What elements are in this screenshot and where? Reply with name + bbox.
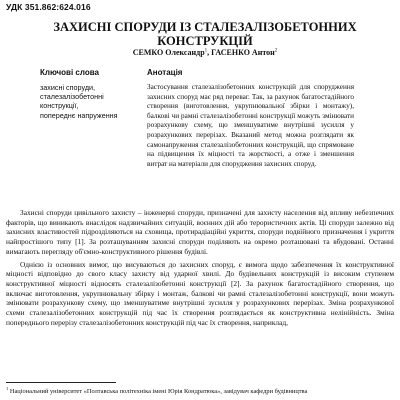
body-paragraph: Захисні споруди цивільного захисту – інженерні споруди, призначені для захисту населення від впливу небезпечних факторів, що виникають внаслідок надзвичайних ситуацій, воєнних дій або терористичних актів. Ці споруди залежно від захисних властивостей підрозділяються на сховища, протирадіаційні укриття, споруди подвійного призначення і укриття найпростішого типу [1]. За розташуванням захисні споруди поділяють на окремо розташовані та вбудовані. Останні вимагають перегляду об'ємно-конструктивного рішення будівлі. <box>6 208 394 256</box>
author-2-affiliation-mark: 2 <box>274 48 278 54</box>
body-paragraph: Однією із основних вимог, що висуваються до захисних споруд, є вимога щодо забезпечення їх конструктивної міцності відповідно до свого класу захисту від ударної хвилі. До будівельних конструкцій із високим ступенем конструктивної міцності відносять сталезалізобетонні конструкції [2]. За рахунок багатостадійного створення, що включає виготовлення, укрупнювальну збірку і монтаж, балкові чи рамні сталезалізобетонні конструкції, вони можуть змінювати розрахункову схему, що зменшуватиме внутрішні зусилля у розрахункових перерізах. Зміна розрахункової схеми сталезалізобетонних конструкцій під час їх створення розглядається як конструктивна нелінійність. Зміна попереднього перерізу сталезалізобетонних конструкцій під час їх створення, наприклад, <box>6 259 394 327</box>
author-1-affiliation-mark: 1 <box>204 48 208 54</box>
title-line-1: ЗАХИСНІ СПОРУДИ ІЗ СТАЛЕЗАЛІЗОБЕТОННИХ <box>53 20 357 34</box>
title-line-2: КОНСТРУКЦІЙ <box>157 34 253 48</box>
keyword-item: захисні споруди, <box>40 83 96 92</box>
authors-line <box>40 48 370 57</box>
udk-code: УДК 351.862:624.016 <box>6 2 91 12</box>
abstract-text: Застосування сталезалізобетонних конструкцій для спорудження захисних споруд має ряд переваг. Так, за рахунок багатостадійного створення (виготовлення, укрупнювальної збірки і монтажу), балкові чи рамні сталезалізобетонні конструкції можуть змінювати розрахункову схему, що зменшуватиме внутрішні зусилля у розрахункових перерізах. Вказаний метод можна розглядати як самонапруження сталезалізобетонних конструкцій, що спрямоване на підвищення їх міцності та жорсткості, а отже і зменшення витрат на матеріали для спорудження захисних споруд. <box>147 83 354 168</box>
keywords-heading: Ключові слова <box>40 68 99 77</box>
abstract-heading: Анотація <box>147 68 183 77</box>
footnote <box>6 385 394 396</box>
footnote-divider <box>6 382 116 383</box>
keyword-item: попереднє напруження <box>40 110 118 120</box>
body-text <box>6 208 394 330</box>
article-title <box>40 20 370 48</box>
footnote-mark: 1 <box>6 386 9 391</box>
author-2-name: ГАСЕНКО Антон <box>211 48 275 57</box>
keywords-list <box>40 83 118 120</box>
author-separator: , <box>207 48 212 57</box>
author-1-name: СЕМКО Олександр <box>132 48 205 57</box>
keyword-item: конструкції, <box>40 101 79 111</box>
footnote-text: Національний університет «Полтавська політехніка імені Юрія Кондратюка», завідувач кафедри будівництва <box>8 388 308 396</box>
keyword-item: сталезалізобетонні <box>40 92 104 102</box>
